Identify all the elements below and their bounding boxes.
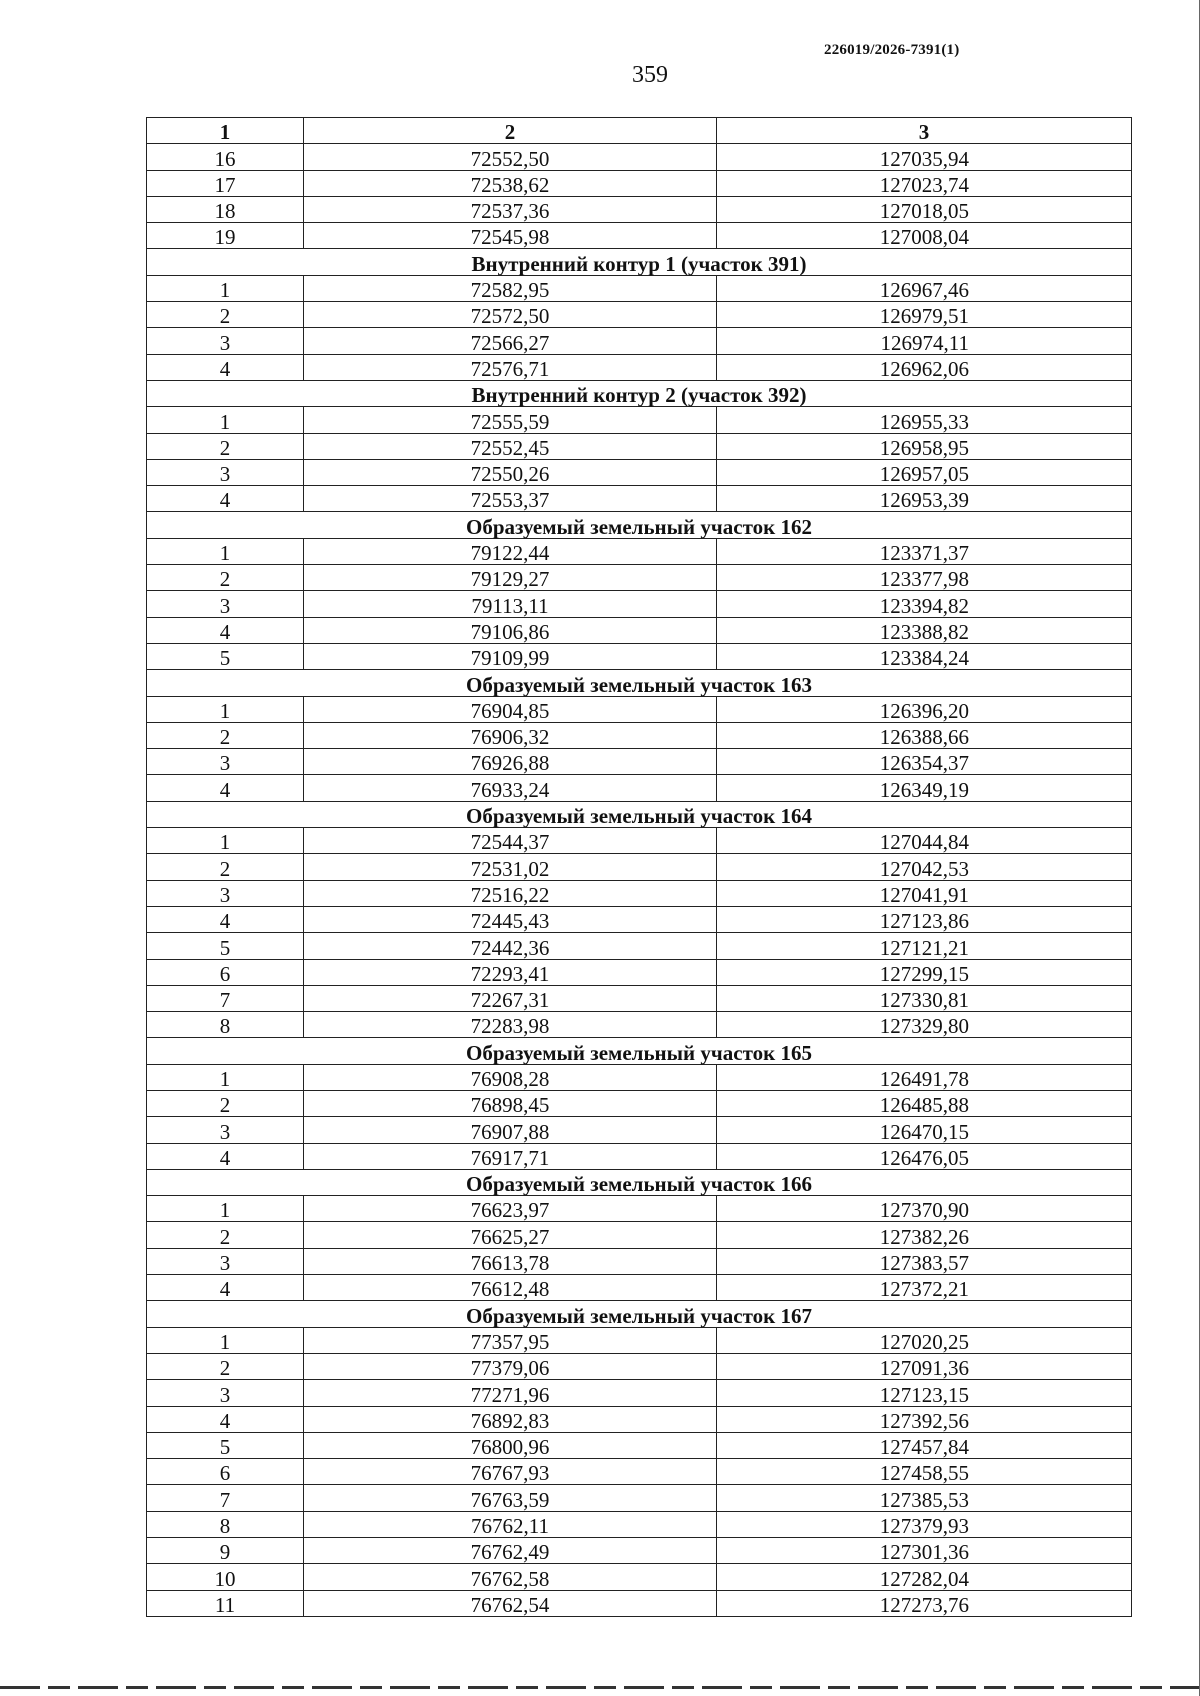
table-row (147, 1117, 1132, 1143)
section-title: Внутренний контур 1 (участок 391) (147, 249, 1132, 275)
table-row (147, 144, 1132, 170)
y-coordinate: 126962,06 (717, 354, 1132, 380)
x-coordinate: 76763,59 (304, 1485, 717, 1511)
x-coordinate: 72516,22 (304, 880, 717, 906)
point-number: 3 (147, 880, 304, 906)
table-row (147, 1248, 1132, 1274)
y-coordinate: 123394,82 (717, 591, 1132, 617)
point-number: 4 (147, 775, 304, 801)
y-coordinate: 126476,05 (717, 1143, 1132, 1169)
x-coordinate: 72555,59 (304, 407, 717, 433)
table-body (147, 144, 1132, 1617)
x-coordinate: 72582,95 (304, 275, 717, 301)
y-coordinate: 126349,19 (717, 775, 1132, 801)
y-coordinate: 127008,04 (717, 223, 1132, 249)
x-coordinate: 76904,85 (304, 696, 717, 722)
table-row (147, 328, 1132, 354)
y-coordinate: 127044,84 (717, 828, 1132, 854)
table-row (147, 407, 1132, 433)
y-coordinate: 123371,37 (717, 538, 1132, 564)
x-coordinate: 76625,27 (304, 1222, 717, 1248)
y-coordinate: 127123,15 (717, 1380, 1132, 1406)
x-coordinate: 76926,88 (304, 749, 717, 775)
point-number: 3 (147, 328, 304, 354)
x-coordinate: 76907,88 (304, 1117, 717, 1143)
table-row (147, 696, 1132, 722)
section-title: Внутренний контур 2 (участок 392) (147, 380, 1132, 406)
section-title: Образуемый земельный участок 164 (147, 801, 1132, 827)
x-coordinate: 79106,86 (304, 617, 717, 643)
point-number: 11 (147, 1590, 304, 1616)
point-number: 2 (147, 433, 304, 459)
point-number: 2 (147, 1353, 304, 1379)
x-coordinate: 76612,48 (304, 1275, 717, 1301)
section-row (147, 1038, 1132, 1064)
y-coordinate: 127273,76 (717, 1590, 1132, 1616)
section-row (147, 1301, 1132, 1327)
section-row (147, 512, 1132, 538)
point-number: 1 (147, 538, 304, 564)
x-coordinate: 72553,37 (304, 486, 717, 512)
table-row (147, 1538, 1132, 1564)
y-coordinate: 127382,26 (717, 1222, 1132, 1248)
table-row (147, 565, 1132, 591)
x-coordinate: 79113,11 (304, 591, 717, 617)
point-number: 1 (147, 407, 304, 433)
point-number: 17 (147, 170, 304, 196)
point-number: 7 (147, 1485, 304, 1511)
page-number: 359 (632, 62, 668, 88)
point-number: 2 (147, 1222, 304, 1248)
table-row (147, 959, 1132, 985)
table-row (147, 617, 1132, 643)
table-row (147, 1196, 1132, 1222)
point-number: 8 (147, 1511, 304, 1537)
point-number: 2 (147, 565, 304, 591)
x-coordinate: 77357,95 (304, 1327, 717, 1353)
table-row (147, 828, 1132, 854)
point-number: 18 (147, 196, 304, 222)
x-coordinate: 76613,78 (304, 1248, 717, 1274)
table-row (147, 1432, 1132, 1458)
y-coordinate: 126354,37 (717, 749, 1132, 775)
x-coordinate: 79109,99 (304, 643, 717, 669)
point-number: 3 (147, 459, 304, 485)
table-row (147, 538, 1132, 564)
point-number: 1 (147, 1327, 304, 1353)
coordinates-table (146, 117, 1132, 1617)
table-row (147, 643, 1132, 669)
table-row (147, 486, 1132, 512)
x-coordinate: 72545,98 (304, 223, 717, 249)
x-coordinate: 72531,02 (304, 854, 717, 880)
x-coordinate: 77379,06 (304, 1353, 717, 1379)
y-coordinate: 127457,84 (717, 1432, 1132, 1458)
x-coordinate: 76762,58 (304, 1564, 717, 1590)
y-coordinate: 126974,11 (717, 328, 1132, 354)
x-coordinate: 76762,54 (304, 1590, 717, 1616)
point-number: 1 (147, 1064, 304, 1090)
y-coordinate: 127282,04 (717, 1564, 1132, 1590)
table-row (147, 459, 1132, 485)
table-row (147, 906, 1132, 932)
x-coordinate: 72566,27 (304, 328, 717, 354)
x-coordinate: 72537,36 (304, 196, 717, 222)
coordinates-table-container (146, 117, 1131, 1617)
table-row (147, 1090, 1132, 1116)
x-coordinate: 72544,37 (304, 828, 717, 854)
bottom-scan-edge (0, 1686, 1200, 1689)
x-coordinate: 72538,62 (304, 170, 717, 196)
y-coordinate: 126491,78 (717, 1064, 1132, 1090)
x-coordinate: 76767,93 (304, 1459, 717, 1485)
y-coordinate: 127458,55 (717, 1459, 1132, 1485)
y-coordinate: 123388,82 (717, 617, 1132, 643)
x-coordinate: 76906,32 (304, 722, 717, 748)
y-coordinate: 127370,90 (717, 1196, 1132, 1222)
point-number: 5 (147, 643, 304, 669)
point-number: 3 (147, 1248, 304, 1274)
column-header-1: 1 (147, 118, 304, 144)
y-coordinate: 127035,94 (717, 144, 1132, 170)
x-coordinate: 72445,43 (304, 906, 717, 932)
y-coordinate: 126957,05 (717, 459, 1132, 485)
table-row (147, 1485, 1132, 1511)
y-coordinate: 127299,15 (717, 959, 1132, 985)
table-row (147, 775, 1132, 801)
section-row (147, 670, 1132, 696)
point-number: 3 (147, 1380, 304, 1406)
point-number: 1 (147, 275, 304, 301)
x-coordinate: 76898,45 (304, 1090, 717, 1116)
point-number: 8 (147, 1012, 304, 1038)
section-title: Образуемый земельный участок 167 (147, 1301, 1132, 1327)
point-number: 4 (147, 1406, 304, 1432)
point-number: 19 (147, 223, 304, 249)
y-coordinate: 127330,81 (717, 985, 1132, 1011)
table-row (147, 196, 1132, 222)
table-row (147, 880, 1132, 906)
table-row (147, 223, 1132, 249)
x-coordinate: 72550,26 (304, 459, 717, 485)
y-coordinate: 126388,66 (717, 722, 1132, 748)
x-coordinate: 72267,31 (304, 985, 717, 1011)
point-number: 1 (147, 696, 304, 722)
table-row (147, 1590, 1132, 1616)
table-row (147, 1012, 1132, 1038)
point-number: 9 (147, 1538, 304, 1564)
point-number: 2 (147, 302, 304, 328)
x-coordinate: 76800,96 (304, 1432, 717, 1458)
x-coordinate: 72576,71 (304, 354, 717, 380)
y-coordinate: 127372,21 (717, 1275, 1132, 1301)
section-title: Образуемый земельный участок 166 (147, 1169, 1132, 1195)
point-number: 2 (147, 854, 304, 880)
point-number: 16 (147, 144, 304, 170)
table-row (147, 1564, 1132, 1590)
section-row (147, 380, 1132, 406)
point-number: 4 (147, 486, 304, 512)
point-number: 7 (147, 985, 304, 1011)
x-coordinate: 76762,11 (304, 1511, 717, 1537)
table-row (147, 1327, 1132, 1353)
y-coordinate: 123377,98 (717, 565, 1132, 591)
table-row (147, 354, 1132, 380)
point-number: 5 (147, 1432, 304, 1458)
y-coordinate: 127379,93 (717, 1511, 1132, 1537)
point-number: 4 (147, 617, 304, 643)
y-coordinate: 127123,86 (717, 906, 1132, 932)
column-header-2: 2 (304, 118, 717, 144)
y-coordinate: 127042,53 (717, 854, 1132, 880)
x-coordinate: 72552,45 (304, 433, 717, 459)
y-coordinate: 126953,39 (717, 486, 1132, 512)
x-coordinate: 76623,97 (304, 1196, 717, 1222)
x-coordinate: 72293,41 (304, 959, 717, 985)
table-row (147, 1380, 1132, 1406)
y-coordinate: 123384,24 (717, 643, 1132, 669)
section-title: Образуемый земельный участок 163 (147, 670, 1132, 696)
y-coordinate: 127020,25 (717, 1327, 1132, 1353)
x-coordinate: 79122,44 (304, 538, 717, 564)
table-row (147, 854, 1132, 880)
y-coordinate: 126958,95 (717, 433, 1132, 459)
y-coordinate: 127121,21 (717, 933, 1132, 959)
table-row (147, 1275, 1132, 1301)
point-number: 4 (147, 1143, 304, 1169)
point-number: 10 (147, 1564, 304, 1590)
table-row (147, 933, 1132, 959)
x-coordinate: 76892,83 (304, 1406, 717, 1432)
table-row (147, 749, 1132, 775)
point-number: 1 (147, 1196, 304, 1222)
point-number: 4 (147, 354, 304, 380)
table-row (147, 302, 1132, 328)
table-row (147, 1406, 1132, 1432)
table-row (147, 591, 1132, 617)
y-coordinate: 126470,15 (717, 1117, 1132, 1143)
y-coordinate: 127383,57 (717, 1248, 1132, 1274)
y-coordinate: 126979,51 (717, 302, 1132, 328)
y-coordinate: 127091,36 (717, 1353, 1132, 1379)
section-row (147, 1169, 1132, 1195)
section-row (147, 249, 1132, 275)
y-coordinate: 127329,80 (717, 1012, 1132, 1038)
y-coordinate: 127023,74 (717, 170, 1132, 196)
x-coordinate: 76762,49 (304, 1538, 717, 1564)
table-row (147, 1222, 1132, 1248)
point-number: 2 (147, 1090, 304, 1116)
table-row (147, 433, 1132, 459)
table-row (147, 985, 1132, 1011)
point-number: 3 (147, 749, 304, 775)
section-row (147, 801, 1132, 827)
x-coordinate: 72442,36 (304, 933, 717, 959)
y-coordinate: 126967,46 (717, 275, 1132, 301)
table-row (147, 1511, 1132, 1537)
y-coordinate: 127041,91 (717, 880, 1132, 906)
point-number: 4 (147, 1275, 304, 1301)
point-number: 3 (147, 1117, 304, 1143)
y-coordinate: 127018,05 (717, 196, 1132, 222)
x-coordinate: 72572,50 (304, 302, 717, 328)
x-coordinate: 76917,71 (304, 1143, 717, 1169)
point-number: 6 (147, 1459, 304, 1485)
y-coordinate: 127392,56 (717, 1406, 1132, 1432)
column-header-3: 3 (717, 118, 1132, 144)
section-title: Образуемый земельный участок 165 (147, 1038, 1132, 1064)
table-row (147, 275, 1132, 301)
table-row (147, 170, 1132, 196)
point-number: 5 (147, 933, 304, 959)
table-header-row (147, 118, 1132, 144)
point-number: 2 (147, 722, 304, 748)
table-row (147, 1143, 1132, 1169)
section-title: Образуемый земельный участок 162 (147, 512, 1132, 538)
y-coordinate: 127385,53 (717, 1485, 1132, 1511)
table-row (147, 1064, 1132, 1090)
table-row (147, 1459, 1132, 1485)
x-coordinate: 79129,27 (304, 565, 717, 591)
document-number: 226019/2026-7391(1) (824, 42, 960, 58)
point-number: 4 (147, 906, 304, 932)
y-coordinate: 126485,88 (717, 1090, 1132, 1116)
y-coordinate: 127301,36 (717, 1538, 1132, 1564)
point-number: 3 (147, 591, 304, 617)
table-row (147, 1353, 1132, 1379)
x-coordinate: 76933,24 (304, 775, 717, 801)
y-coordinate: 126396,20 (717, 696, 1132, 722)
x-coordinate: 72552,50 (304, 144, 717, 170)
point-number: 1 (147, 828, 304, 854)
x-coordinate: 77271,96 (304, 1380, 717, 1406)
y-coordinate: 126955,33 (717, 407, 1132, 433)
table-row (147, 722, 1132, 748)
x-coordinate: 76908,28 (304, 1064, 717, 1090)
point-number: 6 (147, 959, 304, 985)
x-coordinate: 72283,98 (304, 1012, 717, 1038)
